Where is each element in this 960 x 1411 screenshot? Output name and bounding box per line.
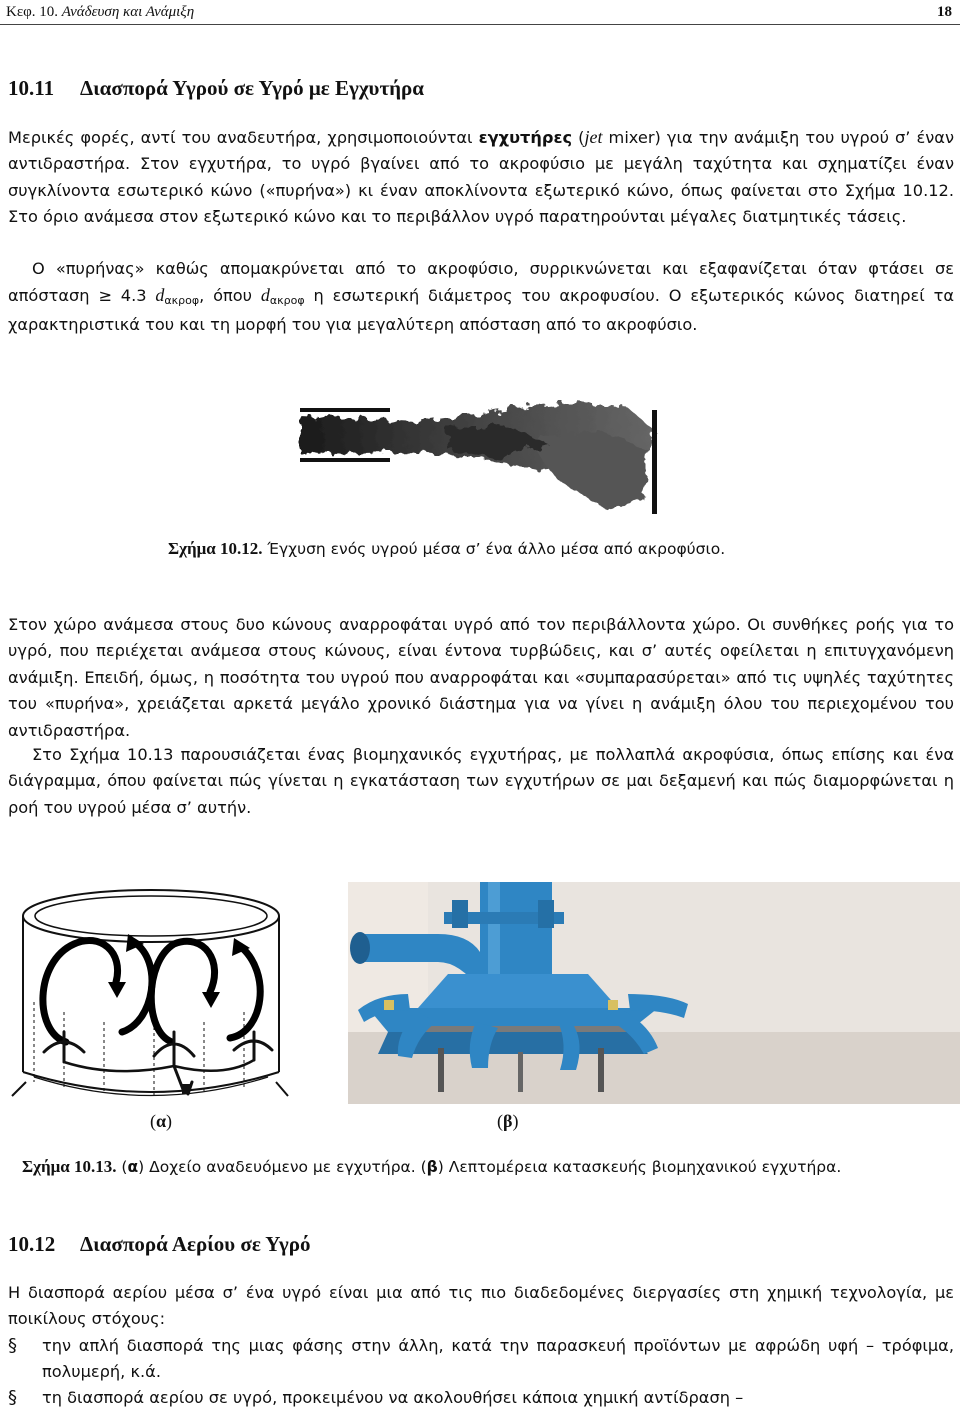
header-chapter-title: Ανάδευση και Ανάμιξη — [61, 4, 195, 20]
subfigure-b-label: (β) — [497, 1111, 519, 1131]
running-header — [6, 2, 952, 24]
paragraph-2: Ο «πυρήνας» καθώς απομακρύνεται από το ακροφύσιο, συρρικνώνεται και εξαφανίζεται όταν φτάσει σε απόσταση ≥ 4.3 dακροφ, όπου dακροφ η εσωτερική διάμετρος του ακροφυσίου. Ο εξωτερικός κώνος διατηρεί τα χαρακτηριστικά του και τη μορφή του για μεγαλύτερη απόσταση από το ακροφύσιο. — [8, 259, 954, 334]
jet-plume-image — [298, 400, 662, 518]
figure-10-12-caption — [168, 539, 725, 559]
section-heading-10-12 — [8, 1232, 310, 1257]
bullet-text: την απλή διασπορά της μιας φάσης στην άλλη, κατά την παρασκευή προϊόντων με αφρώδη υφή – τρόφιμα, πολυμερή, κ.ά. — [42, 1336, 954, 1382]
figure-10-13-caption: Σχήμα 10.13. (α) Δοχείο αναδευόμενο με εγχυτήρα. (β) Λεπτομέρεια κατασκευής βιομηχανικού εγχυτήρα. — [22, 1157, 842, 1176]
header-rule — [0, 24, 960, 25]
industrial-jet-mixer-photo — [348, 882, 960, 1104]
figure-10-12-text: Έγχυση ενός υγρού μέσα σ’ ένα άλλο μέσα από ακροφύσιο. — [262, 540, 726, 558]
header-chapter: Κεφ. 10. Ανάδευση και Ανάμιξη — [6, 4, 195, 20]
bullet-item — [8, 1385, 954, 1411]
bullet-mark: § — [8, 1335, 17, 1356]
section-number: 10.12 — [8, 1232, 56, 1256]
section-title: Διασπορά Αερίου σε Υγρό — [80, 1232, 311, 1256]
section-heading-10-11 — [8, 76, 424, 101]
figure-10-13-label: Σχήμα 10.13. — [22, 1157, 117, 1176]
subfigure-a-label: (α) — [150, 1111, 173, 1131]
agitated-tank-diagram — [4, 882, 298, 1104]
page-number: 18 — [937, 4, 952, 20]
paragraph-4: Στο Σχήμα 10.13 παρουσιάζεται ένας βιομηχανικός εγχυτήρας, με πολλαπλά ακροφύσια, όπως επίσης και ένα διάγραμμα, όπου φαίνεται πώς γίνεται η εγκατάσταση των εγχυτήρων σε μαι δεξαμενή και πώς διαμορφώνεται η ροή του υγρού μέσα σ’ αυτήν. — [8, 745, 954, 817]
paragraph-5: Η διασπορά αερίου μέσα σ’ ένα υγρό είναι μια από τις πιο διαδεδομένες διεργασίες στη χημική τεχνολογία, με ποικίλους στόχους: — [8, 1283, 954, 1329]
section-number: 10.11 — [8, 76, 55, 100]
bullet-mark: § — [8, 1387, 17, 1408]
paragraph-3: Στον χώρο ανάμεσα στους δυο κώνους αναρροφάται υγρό από τον περιβάλλοντα χώρο. Οι συνθήκες ροής για το υγρό, που περιέχεται ανάμεσα στους κώνους, είναι έντονα τυρβώδεις, και σ’ αυτές οφείλεται η επιτυγχανόμενη ανάμιξη. Επειδή, όμως, η ποσότητα του υγρού που αναρροφάται και «συμπαρασύρεται» από τις υψηλές ταχύτητες του «πυρήνα», χρειάζεται αρκετά μεγάλο χρονικό διάστημα για να γίνει η ανάμιξη όλου του περιεχομένου του αντιδραστήρα. — [8, 615, 954, 740]
paragraph-1: Μερικές φορές, αντί του αναδευτήρα, χρησιμοποιούνται εγχυτήρες (jet mixer) για την ανάμιξη του υγρού σ’ έναν αντιδραστήρα. Στον εγχυτήρα, το υγρό βγαίνει από το ακροφύσιο με μεγάλη ταχύτητα και σχηματίζει έναν συγκλίνοντα εσωτερικό κώνο («πυρήνα») κι έναν αποκλίνοντα εξωτερικό κώνο, όπως φαίνεται στο Σχήμα 10.12. Στο όριο ανάμεσα στον εξωτερικό κώνο και το περιβάλλον υγρό παρατηρούνται μέγαλες διατμητικές τάσεις. — [8, 127, 954, 227]
section-title: Διασπορά Υγρού σε Υγρό με Εγχυτήρα — [80, 76, 425, 100]
bullet-item — [8, 1333, 954, 1387]
figure-10-12-label: Σχήμα 10.12. — [168, 539, 263, 558]
bullet-text: τη διασπορά αερίου σε υγρό, προκειμένου να ακολουθήσει κάποια χημική αντίδραση – — [42, 1388, 744, 1407]
